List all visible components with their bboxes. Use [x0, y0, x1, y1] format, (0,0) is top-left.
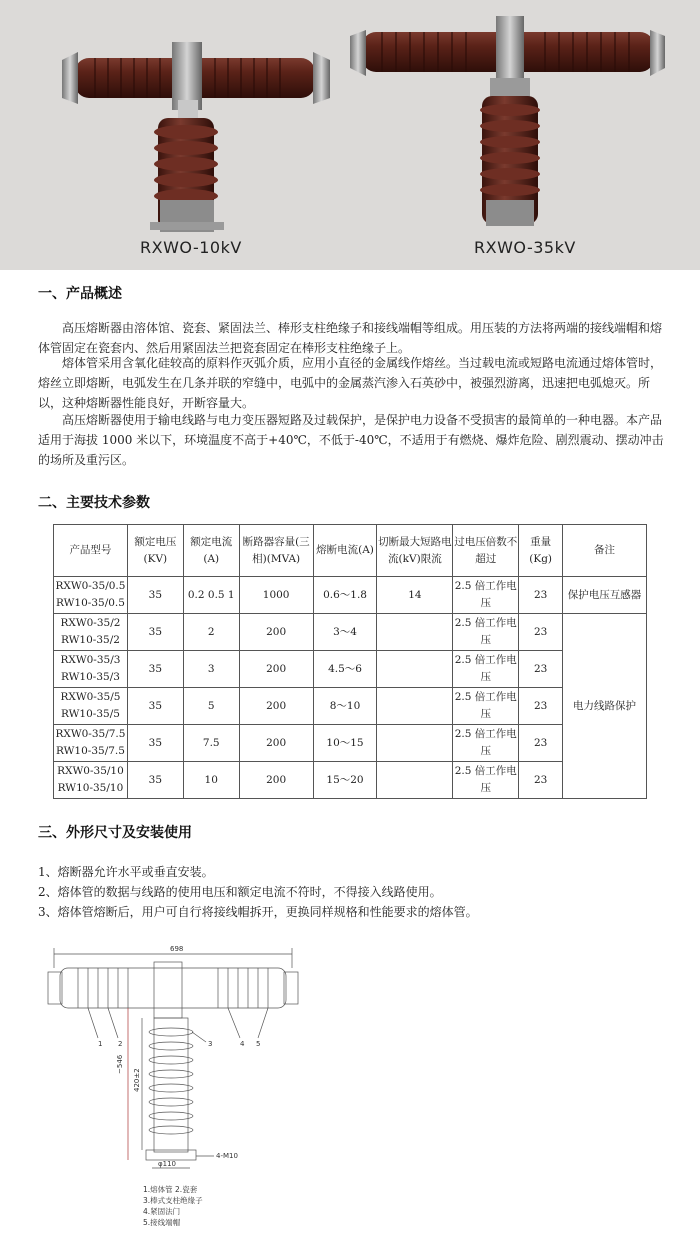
cell-current: 2 [183, 614, 239, 651]
table-row [54, 614, 647, 651]
legend-item: 3.棒式支柱绝缘子 [143, 1196, 203, 1205]
cell-fuse-current: 3～4 [313, 614, 377, 651]
cell-fuse-current: 10～15 [313, 725, 377, 762]
legend-item: 5.接线端帽 [143, 1218, 181, 1227]
cell-overvoltage: 2.5 倍工作电压 [453, 762, 519, 799]
fuse-35kv-image [350, 16, 665, 226]
cell-cutoff [377, 688, 453, 725]
callout-4: 4 [240, 1040, 245, 1048]
cell-overvoltage: 2.5 倍工作电压 [453, 725, 519, 762]
dim-base-label: φ110 [158, 1160, 176, 1168]
callout-3: 3 [208, 1040, 213, 1048]
cell-model: RXW0-35/0.5 RW10-35/0.5 [54, 577, 128, 614]
cell-voltage: 35 [127, 725, 183, 762]
list-item: 1、熔断器允许水平或垂直安装。 [38, 865, 214, 879]
cell-weight: 23 [519, 614, 563, 651]
cell-weight: 23 [519, 762, 563, 799]
section-heading-parameters: 二、主要技术参数 [38, 495, 150, 511]
cell-cutoff [377, 651, 453, 688]
cell-cutoff [377, 725, 453, 762]
section-heading-overview: 一、产品概述 [38, 286, 122, 302]
cell-cutoff [377, 762, 453, 799]
table-header-row [54, 525, 647, 577]
drawing-legend [143, 1184, 203, 1228]
cell-fuse-current: 15～20 [313, 762, 377, 799]
cell-model: RXW0-35/7.5 RW10-35/7.5 [54, 725, 128, 762]
table-row [54, 688, 647, 725]
cell-voltage: 35 [127, 762, 183, 799]
callout-1: 1 [98, 1040, 103, 1048]
legend-item: 1.熔体管 2.瓷套 [143, 1185, 198, 1194]
caption-rxwo-10kv: RXWO-10kV [140, 238, 242, 257]
dim-bolt-label: 4-M10 [216, 1152, 238, 1160]
paragraph-application: 高压熔断器使用于输电线路与电力变压器短路及过载保护，是保护电力设备不受损害的最简单的一种电器。本产品适用于海拔 1000 米以下，环境温度不高于+40℃，不低于-40℃，不适用于有燃烧、爆炸危险、剧烈震动、摆动冲击的场所及重污区。 [38, 413, 664, 467]
paragraph-working-principle: 熔体管采用含氧化硅较高的原料作灭弧介质，应用小直径的金属线作熔丝。当过载电流或短路电流通过熔体管时，熔丝立即熔断，电弧发生在几条并联的窄缝中，电弧中的金属蒸汽渗入石英砂中，被强烈游离，迅速把电弧熄灭。所以，这种熔断器性能良好，开断容量大。 [38, 356, 663, 410]
cell-fuse-current: 8～10 [313, 688, 377, 725]
cell-current: 10 [183, 762, 239, 799]
dimension-drawing [42, 942, 302, 1182]
cell-overvoltage: 2.5 倍工作电压 [453, 577, 519, 614]
cell-overvoltage: 2.5 倍工作电压 [453, 614, 519, 651]
cell-cutoff: 14 [377, 577, 453, 614]
product-photo-banner [0, 0, 700, 270]
cell-capacity: 200 [239, 688, 313, 725]
cell-remark-pt-protection: 保护电压互感器 [563, 577, 647, 614]
installation-list [38, 862, 478, 922]
cell-voltage: 35 [127, 614, 183, 651]
table-row [54, 725, 647, 762]
cell-model: RXW0-35/3 RW10-35/3 [54, 651, 128, 688]
header-fuse-current: 熔断电流(A) [313, 525, 377, 577]
cell-capacity: 1000 [239, 577, 313, 614]
technical-parameters-table [53, 524, 647, 799]
callout-5: 5 [256, 1040, 261, 1048]
caption-rxwo-35kv: RXWO-35kV [474, 238, 576, 257]
list-item: 3、熔体管熔断后，用户可自行将接线帽拆开，更换同样规格和性能要求的熔体管。 [38, 905, 478, 919]
cell-current: 5 [183, 688, 239, 725]
cell-model: RXW0-35/2 RW10-35/2 [54, 614, 128, 651]
header-breaking-capacity: 断路器容量(三相)(MVA) [239, 525, 313, 577]
cell-fuse-current: 0.6～1.8 [313, 577, 377, 614]
header-overvoltage: 过电压倍数不超过 [453, 525, 519, 577]
cell-weight: 23 [519, 725, 563, 762]
cell-current: 3 [183, 651, 239, 688]
dim-insulator-label: 420±2 [133, 1068, 141, 1092]
cell-capacity: 200 [239, 651, 313, 688]
table-row [54, 577, 647, 614]
cell-voltage: 35 [127, 651, 183, 688]
cell-current: 0.2 0.5 1 [183, 577, 239, 614]
header-model: 产品型号 [54, 525, 128, 577]
fuse-illustrations [0, 0, 700, 270]
callout-2: 2 [118, 1040, 123, 1048]
dim-width-label: 698 [170, 945, 184, 953]
cell-cutoff [377, 614, 453, 651]
cell-overvoltage: 2.5 倍工作电压 [453, 651, 519, 688]
dim-height-label: ~546 [116, 1054, 124, 1074]
header-rated-voltage: 额定电压(KV) [127, 525, 183, 577]
section-heading-dimensions: 三、外形尺寸及安装使用 [38, 825, 192, 841]
cell-voltage: 35 [127, 577, 183, 614]
cell-weight: 23 [519, 688, 563, 725]
cell-weight: 23 [519, 577, 563, 614]
header-remarks: 备注 [563, 525, 647, 577]
cell-model: RXW0-35/10 RW10-35/10 [54, 762, 128, 799]
table-row [54, 651, 647, 688]
header-max-short-circuit: 切断最大短路电流(kV)限流 [377, 525, 453, 577]
cell-current: 7.5 [183, 725, 239, 762]
cell-capacity: 200 [239, 614, 313, 651]
header-rated-current: 额定电流(A) [183, 525, 239, 577]
cell-weight: 23 [519, 651, 563, 688]
cell-voltage: 35 [127, 688, 183, 725]
paragraph-structure: 高压熔断器由溶体馆、瓷套、紧固法兰、棒形支柱绝缘子和接线端帽等组成。用压装的方法将两端的接线端帽和熔体管固定在瓷套内、然后用紧固法兰把瓷套固定在棒形支柱绝缘子上。 [38, 321, 663, 355]
header-weight: 重量(Kg) [519, 525, 563, 577]
cell-overvoltage: 2.5 倍工作电压 [453, 688, 519, 725]
cell-remark-line-protection: 电力线路保护 [563, 614, 647, 799]
cell-capacity: 200 [239, 762, 313, 799]
legend-item: 4.紧固法门 [143, 1207, 181, 1216]
cell-capacity: 200 [239, 725, 313, 762]
table-row [54, 762, 647, 799]
fuse-10kv-image [62, 42, 330, 232]
list-item: 2、熔体管的数据与线路的使用电压和额定电流不符时，不得接入线路使用。 [38, 885, 442, 899]
cell-model: RXW0-35/5 RW10-35/5 [54, 688, 128, 725]
cell-fuse-current: 4.5～6 [313, 651, 377, 688]
